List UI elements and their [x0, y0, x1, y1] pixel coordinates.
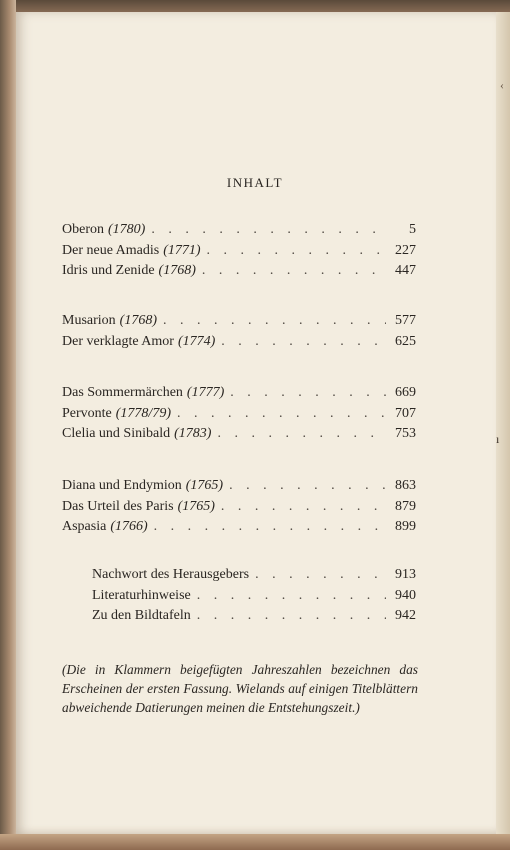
toc-entry-title: Der neue Amadis: [62, 242, 160, 258]
toc-entry-page-number: 879: [395, 498, 416, 514]
dot-leader: [197, 588, 386, 604]
toc-entry-year: (1766): [110, 519, 148, 534]
toc-entry-year: (1765): [177, 498, 215, 514]
toc-entry-title: Musarion: [62, 313, 116, 328]
toc-entry: [62, 334, 416, 352]
toc-entry: [92, 588, 416, 606]
book-cover-left-edge: [0, 0, 16, 850]
dot-leader: [207, 243, 386, 259]
toc-entry-year: (1768): [119, 313, 157, 328]
toc-entry-title: Literaturhinweise: [92, 587, 191, 603]
toc-entry-title: Das Sommermärchen: [62, 385, 183, 400]
toc-entry-page-number: 5: [409, 222, 416, 237]
toc-entry-year: (1768): [158, 263, 196, 278]
toc-entry-page-number: 577: [395, 313, 416, 328]
toc-entry-title: Das Urteil des Paris: [62, 498, 174, 514]
toc-entry-page-number: 863: [395, 478, 416, 493]
toc-entry-page-number: 940: [395, 587, 416, 603]
toc-entry: [62, 406, 416, 424]
dot-leader: [202, 263, 386, 279]
dot-leader: [177, 406, 386, 422]
corner-mark: ‹: [500, 78, 504, 92]
toc-entry: [62, 243, 416, 261]
dot-leader: [154, 519, 386, 535]
toc-entry-page-number: 899: [395, 519, 416, 534]
toc-entry-year: (1774): [177, 333, 216, 349]
toc-entry-title: Aspasia: [62, 519, 107, 534]
toc-entry-title: Clelia und Sinibald: [62, 426, 171, 441]
dot-leader: [221, 499, 386, 515]
toc-entry-title: Der verklagte Amor: [62, 333, 174, 349]
toc-entry-title: Pervonte: [62, 405, 112, 421]
toc-entry-page-number: 227: [395, 242, 416, 258]
toc-entry-page-number: 913: [395, 567, 416, 582]
dot-leader: [229, 478, 386, 494]
toc-entry-page-number: 753: [395, 426, 416, 441]
toc-entry-year: (1765): [185, 478, 224, 493]
toc-entry: [62, 222, 416, 240]
dot-leader: [230, 385, 386, 401]
toc-entry-page-number: 942: [395, 608, 416, 623]
toc-entry-year: (1777): [186, 385, 225, 400]
toc-entry: [62, 263, 416, 281]
dot-leader: [197, 608, 386, 624]
toc-entry-page-number: 707: [395, 405, 416, 421]
toc-entry-page-number: 447: [395, 263, 416, 278]
toc-entry: [62, 478, 416, 496]
toc-entry-title: Idris und Zenide: [62, 263, 155, 278]
toc-entry-title: Oberon: [62, 222, 104, 237]
toc-entry: [92, 608, 416, 626]
toc-entry: [62, 385, 416, 403]
toc-entry: [92, 567, 416, 585]
dot-leader: [151, 222, 386, 238]
toc-entry-year: (1780): [108, 222, 146, 237]
toc-entry-title: Nachwort des Herausgebers: [92, 567, 250, 582]
dot-leader: [163, 313, 386, 329]
dot-leader: [255, 567, 386, 583]
toc-entry: [62, 499, 416, 517]
dot-leader: [217, 426, 386, 442]
toc-entry: [62, 426, 416, 444]
toc-entry-year: (1778/79): [115, 405, 171, 421]
toc-entry: [62, 519, 416, 537]
toc-entry-title: Diana und Endymion: [62, 478, 182, 493]
toc-entry-page-number: 625: [395, 333, 416, 349]
dot-leader: [221, 334, 386, 350]
toc-entry-title: Zu den Bildtafeln: [92, 608, 191, 623]
toc-entry-year: (1771): [163, 242, 201, 258]
footnote: (Die in Klammern beigefügten Jahreszahlen bezeichnen das Erscheinen der ersten Fassung. Wielands auf einigen Titelblättern abweichende Datierungen meinen die Entstehungszeit.): [62, 662, 418, 715]
page-edge: [496, 12, 510, 836]
margin-mark: ı: [496, 432, 500, 446]
toc-entry-page-number: 669: [395, 385, 416, 400]
page-title: INHALT: [226, 175, 284, 190]
toc-entry-year: (1783): [174, 426, 212, 441]
book-cover-bottom-edge: [0, 834, 510, 850]
toc-entry: [62, 313, 416, 331]
